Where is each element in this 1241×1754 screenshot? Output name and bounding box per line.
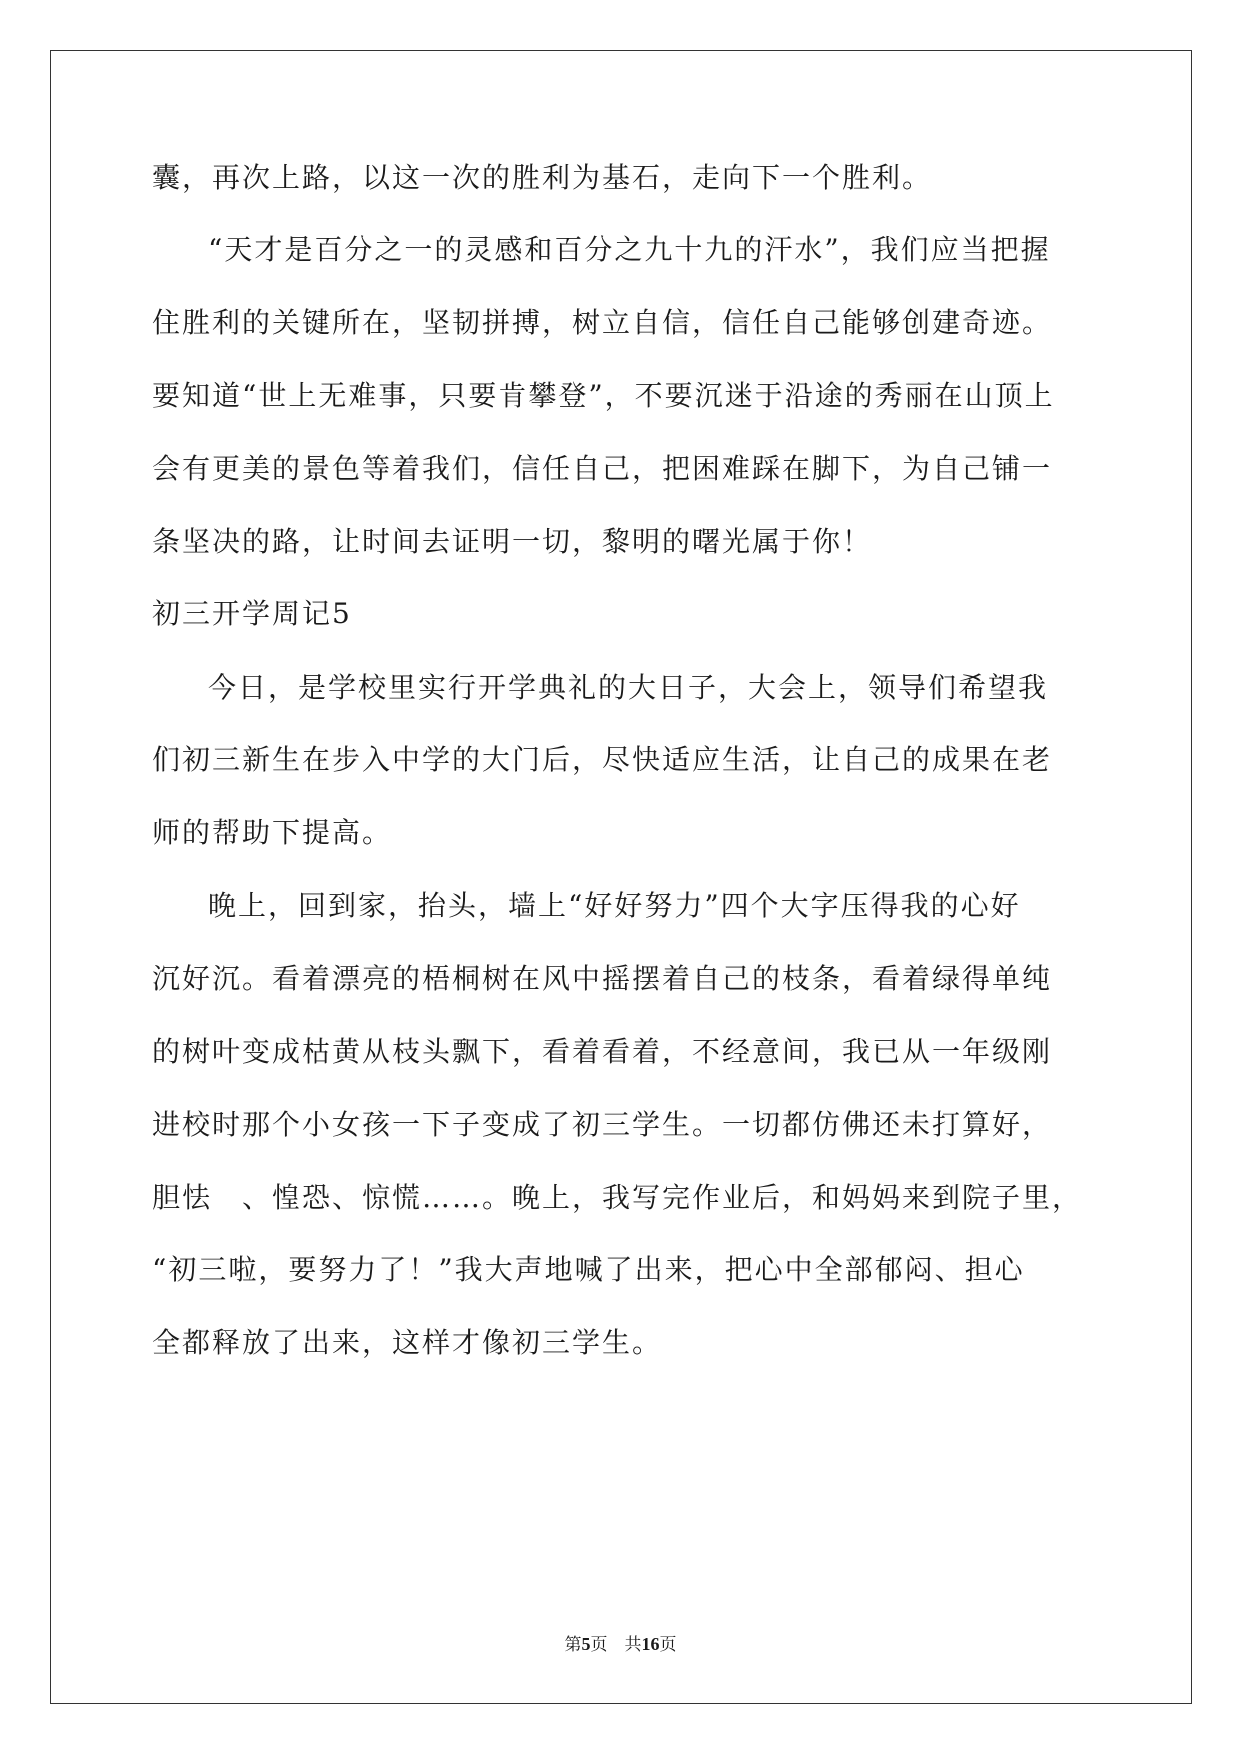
- footer-suffix: 页: [659, 1635, 677, 1655]
- text-line: 住胜利的关键所在，坚韧拼搏，树立自信，信任自己能够创建奇迹。: [152, 306, 1053, 339]
- text-line: “初三啦，要努力了！”我大声地喊了出来，把心中全部郁闷、担心: [152, 1253, 1025, 1286]
- footer-mid: 页 共: [590, 1635, 642, 1655]
- text-line: 胆怯 、惶恐、惊慌……。晚上，我写完作业后，和妈妈来到院子里，: [152, 1181, 1083, 1214]
- footer-prefix: 第: [564, 1635, 582, 1655]
- text-line: 条坚决的路，让时间去证明一切，黎明的曙光属于你！: [152, 525, 873, 558]
- text-line: 今日，是学校里实行开学典礼的大日子，大会上，领导们希望我: [208, 671, 1049, 704]
- section-heading: 初三开学周记5: [152, 597, 352, 630]
- page-border: [50, 50, 1192, 1704]
- text-line: 师的帮助下提高。: [152, 816, 393, 849]
- page-number: 5: [581, 1634, 591, 1654]
- text-line: 的树叶变成枯黄从枝头飘下，看着看着，不经意间，我已从一年级刚: [152, 1035, 1053, 1068]
- text-line: 们初三新生在步入中学的大门后，尽快适应生活，让自己的成果在老: [152, 743, 1053, 776]
- text-line: 晚上，回到家，抬头，墙上“好好努力”四个大字压得我的心好: [208, 889, 1021, 922]
- page-footer: [0, 1633, 1241, 1656]
- text-line: 进校时那个小女孩一下子变成了初三学生。一切都仿佛还未打算好，: [152, 1108, 1053, 1141]
- text-line: “天才是百分之一的灵感和百分之九十九的汗水”，我们应当把握: [208, 233, 1051, 266]
- text-line: 囊，再次上路，以这一次的胜利为基石，走向下一个胜利。: [152, 161, 933, 194]
- total-pages: 16: [641, 1634, 660, 1654]
- text-line: 要知道“世上无难事，只要肯攀登”，不要沉迷于沿途的秀丽在山顶上: [152, 379, 1055, 412]
- text-line: 会有更美的景色等着我们，信任自己，把困难踩在脚下，为自己铺一: [152, 452, 1053, 485]
- text-line: 沉好沉。看着漂亮的梧桐树在风中摇摆着自己的枝条，看着绿得单纯: [152, 962, 1053, 995]
- text-line: 全都释放了出来，这样才像初三学生。: [152, 1326, 663, 1359]
